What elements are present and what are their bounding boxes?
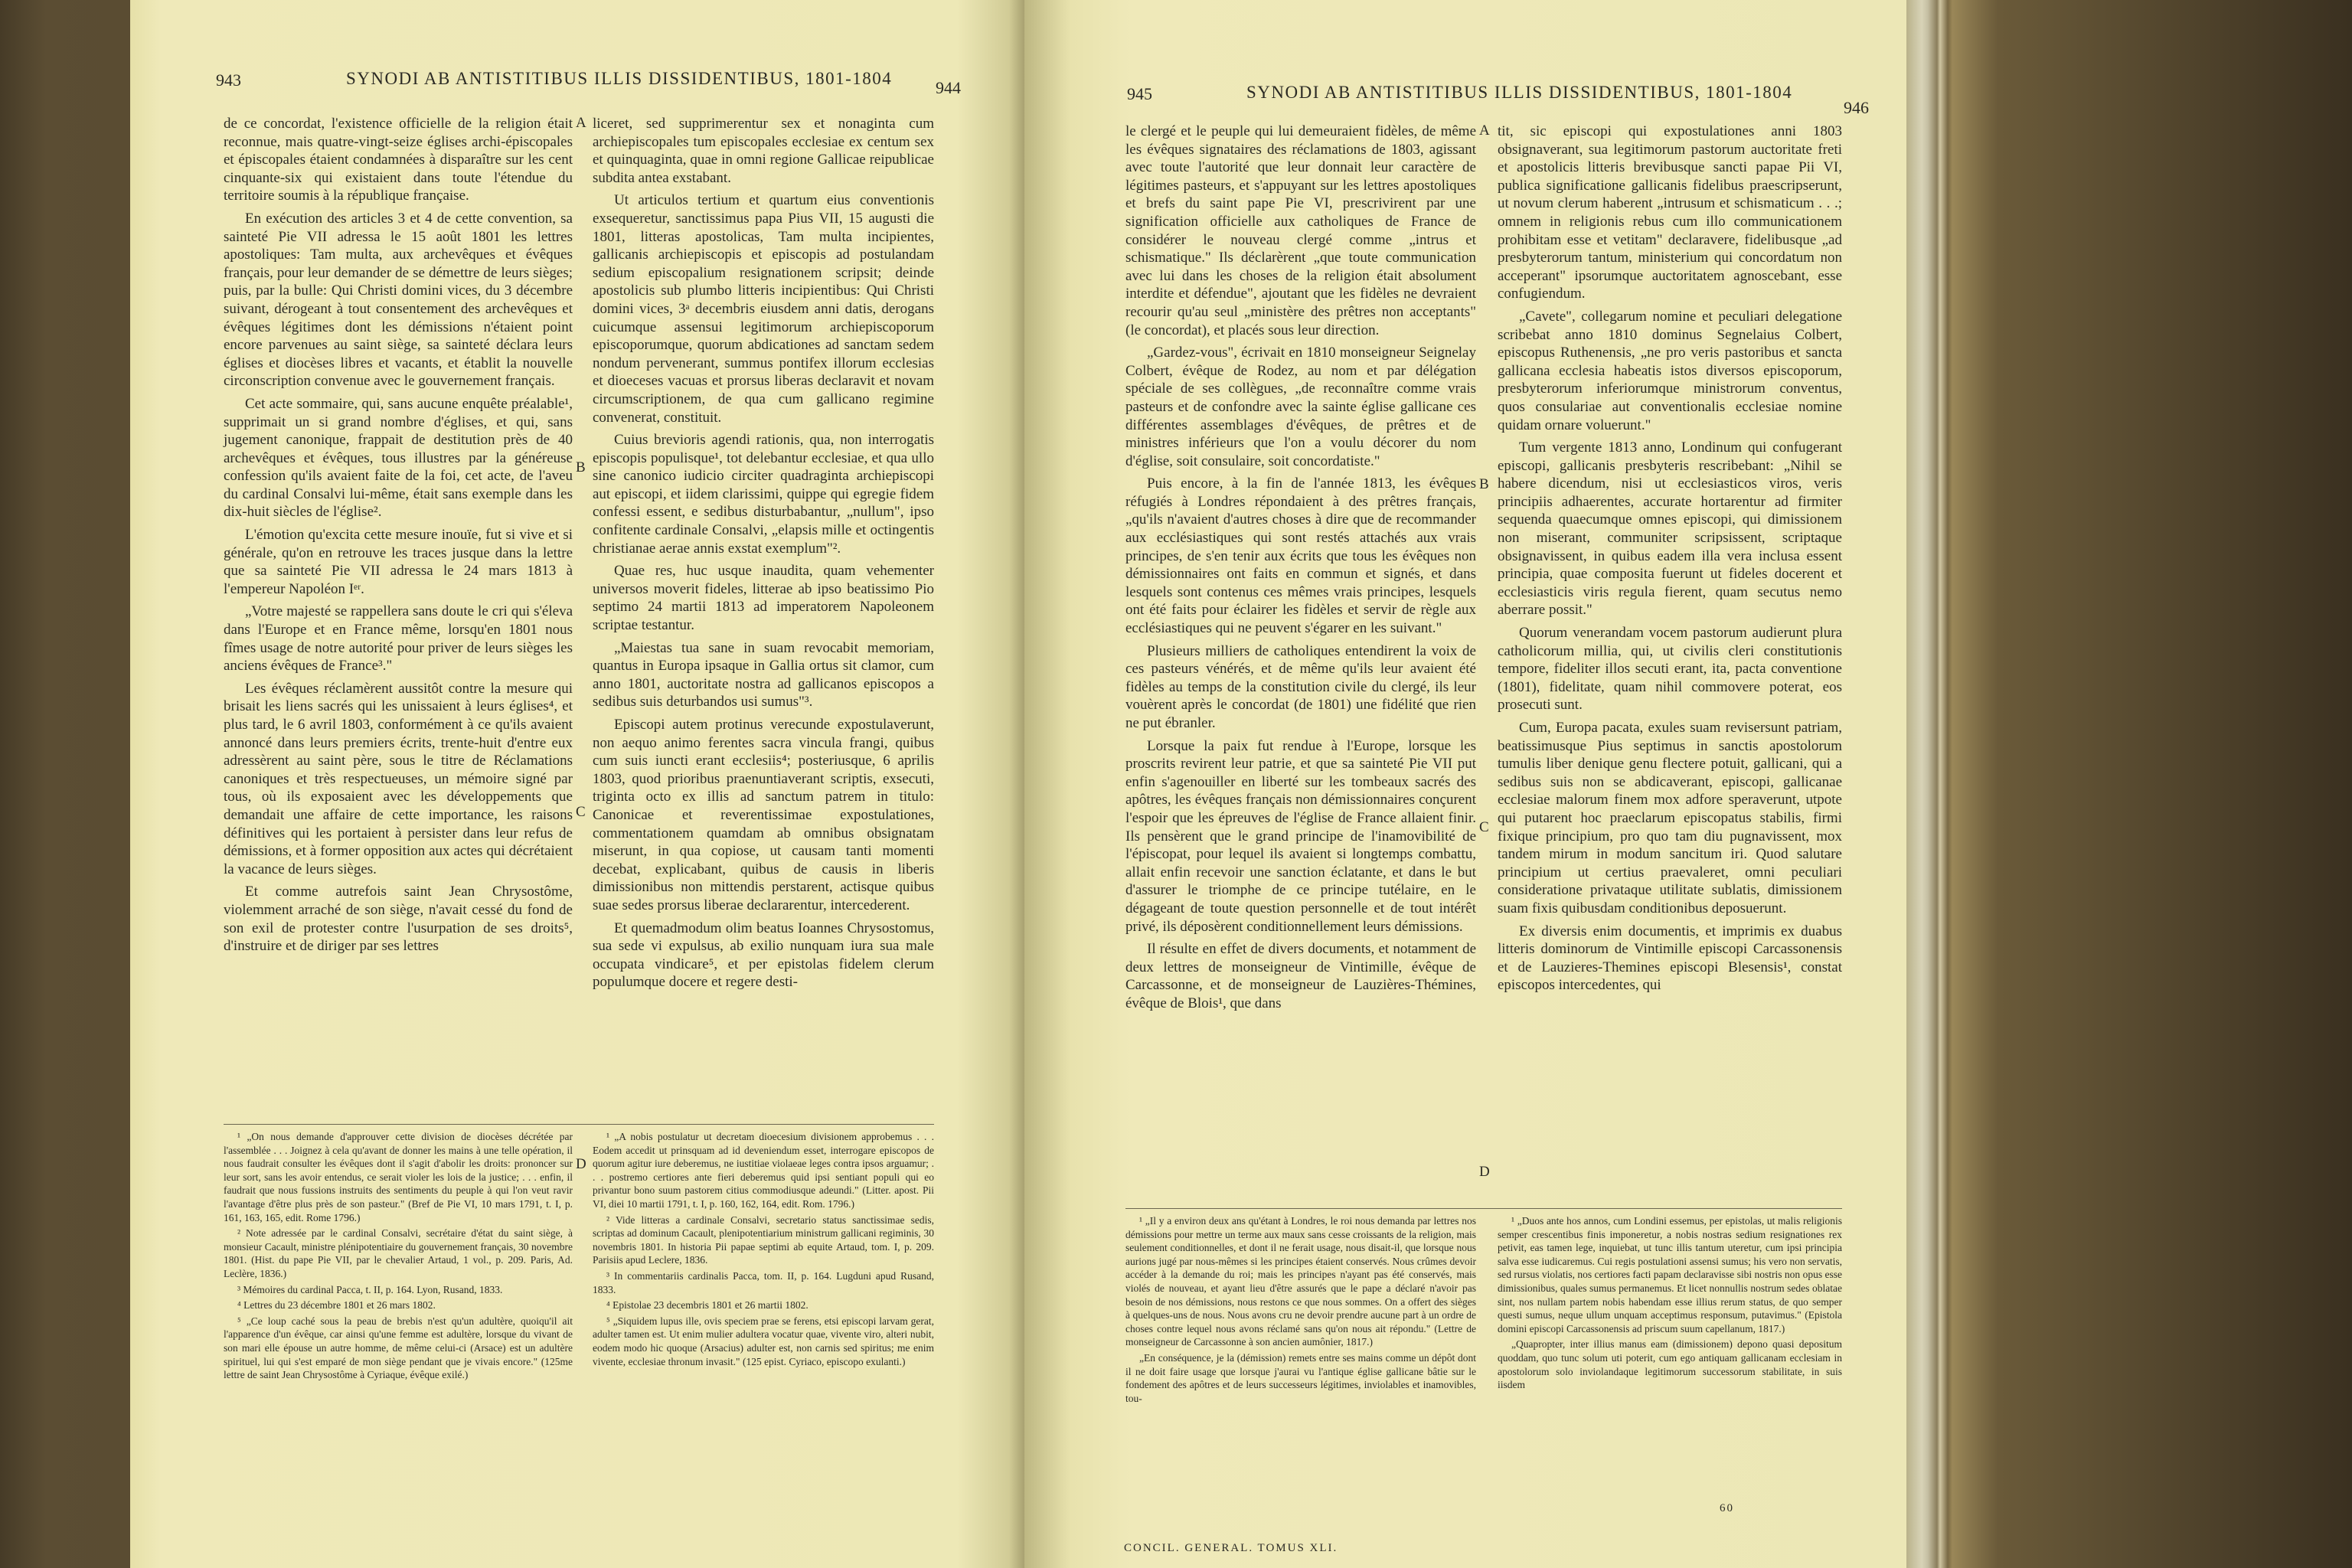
- paragraph: Cuius brevioris agendi rationis, qua, non interrogatis episcopis populisque¹, tot delebantur ecclesiae, et qua ullo sine canonico iudicio circiter quadraginta archiepiscopi aut episcopi, et iidem clarissimi, quippe qui egregie fidem confessi essent, e sedibus disturbabantur, „nullum", ipso confitente cardinale Consalvi, „elapsis mille et octingentis christianae aerae annis exstat exemplum"².: [593, 432, 934, 557]
- paragraph: Ex diversis enim documentis, et imprimis ex duabus litteris dominorum de Vintimille episcopi Carcassonensis et de Lauzieres-Themines episcopi Blesensis¹, constat episcopos intercedentes, qui: [1498, 923, 1842, 994]
- paragraph: Il résulte en effet de divers documents, et notamment de deux lettres de monseigneur de Vintimille, évêque de Carcassonne, et de monseigneur de Lauzières-Thémines, évêque de Blois¹, que dans: [1125, 941, 1476, 1011]
- footnote-rule-right: [1125, 1208, 1842, 1209]
- footnotes-french-right-page: [1125, 1214, 1476, 1407]
- paragraph: Quae res, huc usque inaudita, quam vehementer universos moverit fideles, litterae ab ipso beatissimo Pio septimo 24 martii 1813 ad imperatorem Napoleonem scriptae testantur.: [593, 563, 934, 634]
- footnote: ³ Mémoires du cardinal Pacca, t. II, p. 164. Lyon, Rusand, 1833.: [237, 1283, 503, 1295]
- footnote: ¹ „Duos ante hos annos, cum Londini essemus, per epistolas, ut malis religionis semper crescentibus finis imponeretur, a nobis nostras sedium resignationes rex petivit, eas tamen lege, inquiebat, ut tunc illis tantum uteretur, cum ipsi principia salva esse iudicaremus. Cui regis postulationi assensi sumus; his vero non servatis, sed rursus violatis, nos certiores facti papam declaravisse sibi nostris non opus esse dimissionibus, quales sumus permanemus. Et licet nonnullis nostrum sedes oblatae sint, nos nullam partem nobis habendam esse illius rerum status, de quo semper questi sumus, neque ullum unquam acceptimus responsum, putavimus." (Epistola domini episcopi Carcassonensis ad priscum suum capellanum, 1817.): [1498, 1215, 1842, 1334]
- french-column-left-page: [224, 115, 573, 960]
- running-head-left: SYNODI AB ANTISTITIBUS ILLIS DISSIDENTIBUS, 1801-1804: [346, 69, 893, 88]
- volume-footer: CONCIL. GENERAL. TOMUS XLI.: [1124, 1542, 1338, 1554]
- paragraph: tit, sic episcopi qui expostulationes anni 1803 obsignaverant, sua legitimorum pastorum auctoritate freti et apostolicis litteris brevibusque sancti papae Pii VI, publica significatione gallicanis fidelibus praescripserunt, ut novum clerum haberent „intrusum et schismaticum . . .; omnem in religionis rebus cum illo communicationem prohibitam esse et vetitam" declaravere, fidelibusque „ad presbyterorum tantum, ministerium qui concordatum non acceperant" ipsorumque auctoritatem agnoscebant, esse confugiendum.: [1498, 123, 1842, 302]
- paragraph: „Cavete", collegarum nomine et peculiari delegatione scribebat anno 1810 dominus Segnelaius Colbert, episcopus Ruthenensis, „ne pro veris pastoribus et sancta gallicana ecclesia habeatis istos diversos episcoporum, presbyterorum inferiorumque ministrorum conventus, quos consulariae aut conventionalis ecclesiae nomine quidam ornare voluerunt.": [1498, 308, 1842, 433]
- page-number-944: 944: [936, 78, 961, 97]
- footnotes-latin-right-page: [1498, 1214, 1842, 1394]
- page-number-945: 945: [1127, 84, 1152, 103]
- paragraph: „Votre majesté se rappellera sans doute le cri qui s'éleva dans l'Europe et en France même, lorsqu'en 1801 nous fîmes usage de notre autorité pour priver de leurs sièges les anciens évêques de France³.": [224, 603, 573, 675]
- paragraph: Tum vergente 1813 anno, Londinum qui confugerant episcopi, gallicanis presbyteris rescribebant: „Nihil se habere dicendum, nisi ut ecclesiasticos viros, veris principiis adhaerentes, accurate hortarentur ad firmiter sequenda quaecumque omnes episcopi, qui dimissionem non miserant, communiter scripsissent, scriptaque obsignavissent, in quibus eadem illa vera inclusa essent principia, quae composita fuerunt ut fideles docerent et ecclesiasticis viris regula fierent, quam secutus nemo aberrare possit.": [1498, 439, 1842, 619]
- running-head-right: SYNODI AB ANTISTITIBUS ILLIS DISSIDENTIBUS, 1801-1804: [1246, 83, 1793, 102]
- paragraph: Quorum venerandam vocem pastorum audierunt plura catholicorum millia, qui, ut civilis cleri constitutionis tempore, fideliter illos secuti erant, ita, pacta conventione (1801), fidelitate, quam nihil commovere poterat, eos prosecuti sunt.: [1498, 625, 1842, 714]
- footnote: ³ In commentariis cardinalis Pacca, tom. II, p. 164. Lugduni apud Rusand, 1833.: [593, 1269, 934, 1295]
- paragraph: Cum, Europa pacata, exules suam revisersunt patriam, beatissimusque Pius septimus in sanctis apostolorum tumulis liber denique genu flectere potuit, gallicani, qui a sedibus suis non se abdicaverant, episcopi, gallicanae ecclesiae malorum finem mox adfore speraverunt, utpote qui putarent hoc praeclarum episcopatus stabilis, firmi fixique principium, pro quo tam diu pugnavissent, mox tandem mirum in modum sancitum iri. Quod salutare principium ut certius praevaleret, omni peculiari consideratione privataque utilitate sublatis, dimissionem suam fixis quibusdam conditionibus deposuerunt.: [1498, 720, 1842, 916]
- paragraph: Plusieurs milliers de catholiques entendirent la voix de ces pasteurs vénérés, et de même qu'ils leur avaient été fidèles au temps de la constitution civile du clergé, ils leur vouèrent après le concordat (de 1801) une fidélité que rien ne put ébranler.: [1125, 642, 1476, 731]
- footnote: ⁵ „Siquidem lupus ille, ovis speciem prae se ferens, etsi episcopi larvam gerat, adulter tamen est. Ut enim mulier adultera vocatur quae, vivente viro, alteri nubit, eodem modo hic quoque (Arsacius) adulter est, non carnis sed spiritus; me enim vivente, ecclesiae thronum invasit." (125 epist. Cyriaco, episcopo exulanti.): [593, 1315, 934, 1367]
- paragraph: „Maiestas tua sane in suam revocabit memoriam, quantus in Europa ipsaque in Gallia ortus sit clamor, cum anno 1801, auctoritate nostra ad gallicanos episcopos a sedibus suis deturbandos usi sumus"³.: [593, 639, 934, 710]
- footnote: ² Note adressée par le cardinal Consalvi, secrétaire d'état du saint siège, à monsieur Cacault, ministre plénipotentiaire du gouvernement français, 30 novembre 1801. (Hist. du pape Pie VII, par le chevalier Artaud, 1 vol., p. 209. Paris, Ad. Leclère, 1836.): [224, 1227, 573, 1279]
- footnote-rule: [224, 1124, 934, 1125]
- footnotes-french-left-page: [224, 1130, 573, 1384]
- footnote: ¹ „A nobis postulatur ut decretam dioecesium divisionem approbemus . . . Eodem accedit ut prinsquam ad id deveniendum esset, interrogare episcopos de quorum agitur iure deberemus, ne iustitiae violaeae leges contra ipsos arguamur; . . . postremo certiores ante fieri deberemus quid ipsi sentiant populi qui eo privantur bono suum pastorem citius commodiusque adeundi." (Litter. apost. Pii VI, diei 10 martii 1791, t. I, p. 160, 162, 164, edit. Rom. 1796.): [593, 1131, 934, 1210]
- margin-marker-a-right: A: [1479, 122, 1490, 139]
- signature-number: 60: [1720, 1502, 1734, 1514]
- margin-marker-b-right: B: [1479, 476, 1489, 492]
- paragraph: le clergé et le peuple qui lui demeuraient fidèles, de même les évêques signataires des réclamations de 1803, agissant avec toute l'autorité que leur donnait leur caractère de légitimes pasteurs, et s'appuyant sur les lettres apostoliques et brefs du saint pape Pie VI, prescrivirent par une signification officielle aux catholiques de France de considérer le nouveau clergé comme „intrus et schismatique." Ils déclarèrent „que toute communication avec lui dans les choses de la religion était absolument interdite et défendue", ajoutant que les fidèles ne devraient recourir qu'au seul „ministère des prêtres non acceptants" (le concordat), et placés sous leur direction.: [1125, 123, 1476, 338]
- paragraph: L'émotion qu'excita cette mesure inouïe, fut si vive et si générale, qu'on en retrouve les traces jusque dans la lettre que sa sainteté Pie VII adressa le 24 mars 1813 à l'empereur Napoléon Iᵉʳ.: [224, 527, 573, 597]
- margin-marker-d-right: D: [1479, 1164, 1490, 1180]
- paragraph: En exécution des articles 3 et 4 de cette convention, sa sainteté Pie VII adressa le 15 août 1801 les lettres apostoliques: Tam multa, aux archevêques et évêques français, pour leur demander de se démettre de leurs sièges; puis, par la bulle: Qui Christi domini vices, du 3 décembre suivant, dérogeant à tout consentement des archevêques et évêques légitimes dont les démissions n'étaient point encore parvenues au saint siège, sa sainteté déclara leurs églises et diocèses libres et vacants, et établit la nouvelle circonscription convenue avec le gouvernement français.: [224, 210, 573, 390]
- footnote: ⁴ Lettres du 23 décembre 1801 et 26 mars 1802.: [237, 1299, 436, 1312]
- left-page: [130, 0, 1024, 1568]
- latin-column-left-page: [593, 115, 934, 996]
- footnote: ⁵ „Ce loup caché sous la peau de brebis n'est qu'un adultère, quoiqu'il ait l'apparence d'un évêque, car ainsi qu'une femme est adultère, lorsque du vivant de son mari elle épouse un autre homme, de même celui-ci (Arsace) est un adultère spirituel, lui qui s'est emparé de mon siège pendant que je vivais encore." (125me lettre de saint Jean Chrysostôme à Cyriaque, évêque exilé.): [224, 1315, 573, 1381]
- right-page: [1024, 0, 1906, 1568]
- paragraph: Les évêques réclamèrent aussitôt contre la mesure qui brisait les liens sacrés qui les unissaient à leurs églises⁴, et plus tard, le 6 avril 1803, conformément à ce qu'ils avaient annoncé dans leurs premiers écrits, trente-huit d'entre eux adressèrent au saint père, sous le titre de Réclamations canoniques et très respectueuses, un mémoire signé par tous, où ils exposaient avec les développements que demandait une affaire de cette importance, les raisons définitives qui les portaient à persister dans leur refus de démissions, et à former opposition aux actes qui décrétaient la vacance de leurs sièges.: [224, 680, 573, 877]
- paragraph: Lorsque la paix fut rendue à l'Europe, lorsque les proscrits revirent leur patrie, et que sa sainteté Pie VII put enfin s'agenouiller en liberté sur les tombeaux sacrés des apôtres, les évêques français non démissionnaires conçurent l'espoir que les épreuves de l'église de France allaient finir. Ils pensèrent que le grand principe de l'inamovibilité de l'épiscopat, pour lequel ils avaient si longtemps combattu, allait enfin recevoir une sanction éclatante, et dans le but d'assurer le triomphe de ce principe tutélaire, en le dégageant de toute question personnelle et de tout intérêt privé, ils déposèrent conditionnellement leurs démissions.: [1125, 737, 1476, 935]
- page-number-943: 943: [216, 70, 241, 90]
- latin-column-right-page: [1498, 122, 1842, 999]
- margin-marker-c-right: C: [1479, 819, 1489, 835]
- footnote: „Quapropter, inter illius manus eam (dimissionem) depono quasi depositum quoddam, quo tunc solum uti poterit, cum ego antiquam gallicanam ecclesiam in apostolorum solo inviolandaque legitimorum successorum stabilitate, in suis iisdem: [1498, 1338, 1842, 1391]
- footnote: ¹ „Il y a environ deux ans qu'étant à Londres, le roi nous demanda par lettres nos démissions pour mettre un terme aux maux sans cesse croissants de la religion, mais seulement conditionnelles, et dont il ne ferait usage, nous disait-il, que lorsque nous aurions jugé par nous-mêmes si les principes étaient conservés. Nous crûmes devoir accéder à la demande du roi; mais les principes n'ayant pas été conservés, mais violés de nouveau, et ayant lieu d'être assurés que le pape a déclaré n'avoir pas besoin de nos démissions, nous restons ce que nous sommes. On a offert des sièges à quelques-uns de nous. Nous avons cru ne devoir prendre aucune part à un ordre de choses contre lequel nous avons réclamé sans qu'on nous ait répondu." (Lettre de monseigneur de Carcassonne à son ancien aumônier, 1817.): [1125, 1215, 1476, 1348]
- paragraph: „Gardez-vous", écrivait en 1810 monseigneur Seignelay Colbert, évêque de Rodez, au nom et par délégation spéciale de ses collègues, „de reconnaître comme vrais pasteurs et de confondre avec la sainte église gallicane ces différentes assemblages d'évêques, de prêtres et de ministres inférieurs que l'on a voulu décorer du nom d'église, soit consulaire, soit concordatiste.": [1125, 345, 1476, 469]
- margin-marker-b: B: [576, 459, 586, 475]
- paragraph: de ce concordat, l'existence officielle de la religion était reconnue, mais quatre-vingt-seize églises archi-épiscopales et épiscopales étaient condamnées à disparaître sur les cent cinquante-six qui existaient dans toute l'étendue du territoire soumis à la république française.: [224, 116, 573, 204]
- page-edge-and-cover: [1906, 0, 2352, 1568]
- paragraph: Episcopi autem protinus verecunde expostulaverunt, non aequo animo ferentes sacra vincula frangi, quibus cum suis iuncti erant ecclesiis⁴; posteriusque, 6 aprilis 1803, quod prioribus praenuntiaverant scriptis, exsecuti, triginta octo ex illis ad sanctum patrem in titulo: Canonicae et reverentissimae expostulationes, commentationem quamdam ab omnibus obsignatam miserunt, in qua copiose, ut causam tanti momenti decebat, explicabant, quibus de causis in liberis dimissionibus non mittendis perstarent, actisque quibus suae sedes prorsus liberae declararentur, intercederent.: [593, 717, 934, 913]
- footnotes-latin-left-page: [593, 1130, 934, 1370]
- page-number-946: 946: [1844, 98, 1869, 117]
- footnote: ² Vide litteras a cardinale Consalvi, secretario status sanctissimae sedis, scriptas ad dominum Cacault, plenipotentiarium ministrum gallicani regiminis, 30 novembris 1801. In historia Pii papae septimi ab equite Artaud, tom. I, p. 209. Parisiis apud Leclere, 1836.: [593, 1214, 934, 1266]
- margin-marker-c: C: [576, 804, 586, 820]
- margin-marker-d: D: [576, 1156, 586, 1172]
- margin-marker-a: A: [576, 115, 586, 131]
- paragraph: Et quemadmodum olim beatus Ioannes Chrysostomus, sua sede vi expulsus, ab exilio nunquam iura sua male occupata vindicare⁵, et per epistolas fidelem clerum populumque docere et regere desti-: [593, 920, 934, 991]
- paragraph: Ut articulos tertium et quartum eius conventionis exsequeretur, sanctissimus papa Pius VII, 15 augusti die 1801, litteras apostolicas, Tam multa incipientes, gallicanis archiepiscopis et episcopis ad postulandam sedium episcopalium resignationem scripsit; deinde apostolicis sub plumbo litteris incipientibus: Qui Christi domini vices, 3ᵃ decembris eiusdem anni datis, derogans cuicumque assensui legitimorum archiepiscoporum episcoporumque, quorum abdicationes ad sanctam sedem nondum pervenerant, summus pontifex illorum ecclesias et dioeceses vacuas et prorsus liberas declaravit et novam circumscriptionem, de qua cum gallicano regimine convenerat, constituit.: [593, 192, 934, 426]
- footnote: „En conséquence, je la (démission) remets entre ses mains comme un dépôt dont il ne doit faire usage que lorsque j'aurai vu l'antique église gallicane bâtie sur le fondement des apôtres et de leurs successeurs légitimes, inviolables et inamovibles, tou-: [1125, 1351, 1476, 1404]
- paragraph: liceret, sed supprimerentur sex et nonaginta cum archiepiscopales tum episcopales ecclesiae ex centum sex et quinquaginta, quae in omni regione Gallicae reipublicae subdita antea exstabant.: [593, 116, 934, 186]
- footnote: ¹ „On nous demande d'approuver cette division de diocèses décrétée par l'assemblée . . . Joignez à cela qu'avant de donner les mains à une telle opération, il nous faudrait consulter les évêques dont il s'agit d'abolir les droits: prononcer sur leur sort, sans les avoir entendus, ce serait violer les lois de la justice; . . . enfin, il faudrait que nous fussions instruits des sentiments du peuple à qui l'on veut ravir l'avantage d'être plus près de son pasteur." (Bref de Pie VI, 10 mars 1791, t. I, p. 161, 163, 165, edit. Rome 1796.): [224, 1131, 573, 1223]
- paragraph: Cet acte sommaire, qui, sans aucune enquête préalable¹, supprimait un si grand nombre d'églises, et qui, sans jugement canonique, frappait de destitution près de 40 archevêques et évêques, tous illustres par la généreuse confession qu'ils avaient faite de la foi, cet acte, de l'aveu du cardinal Consalvi lui-même, était sans exemple dans les dix-huit siècles de l'église².: [224, 395, 573, 521]
- paragraph: Et comme autrefois saint Jean Chrysostôme, violemment arraché de son siège, n'avait cessé du fond de son exil de protester contre l'usurpation de ses droits⁵, d'instruire et de diriger par ses lettres: [224, 884, 573, 955]
- paragraph: Puis encore, à la fin de l'année 1813, les évêques réfugiés à Londres répondaient à des prêtres français, „qu'ils n'avaient d'autres choses à dire que de recommander aux ecclésiastiques qui sont restés attachés aux vrais principes, de s'en tenir aux écrits que tous les évêques non démissionnaires ont faits en commun et signés, et dans lesquels sont contenus ces mêmes vrais principes, lesquels ont été faits pour éclairer les fidèles et servir de règle aux ecclésiastiques qui ne peuvent s'égarer en les suivant.": [1125, 475, 1476, 637]
- footnote: ⁴ Epistolae 23 decembris 1801 et 26 martii 1802.: [606, 1299, 808, 1312]
- french-column-right-page: [1125, 122, 1476, 1018]
